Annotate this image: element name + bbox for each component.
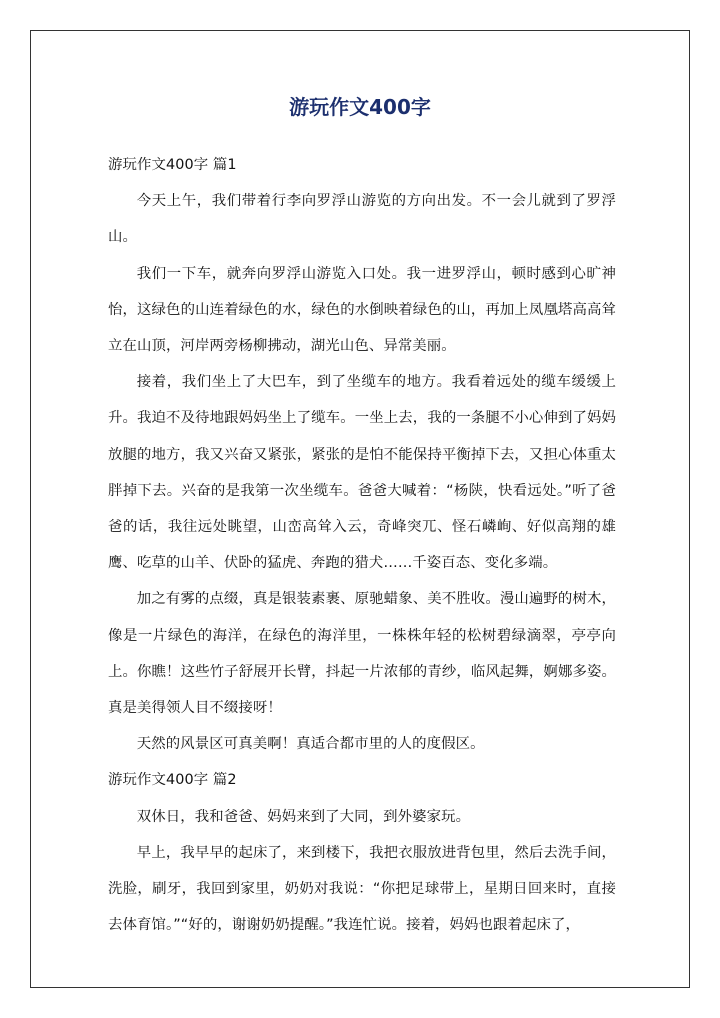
section-heading-2: 游玩作文400字 篇2 [108, 772, 237, 789]
paragraph: 今天上午，我们带着行李向罗浮山游览的方向出发。不一会儿就到了罗浮山。 [108, 193, 616, 246]
paragraph: 天然的风景区可真美啊！真适合都市里的人的度假区。 [136, 736, 485, 753]
paragraph: 接着，我们坐上了大巴车，到了坐缆车的地方。我看着远处的缆车缓缓上升。我迫不及待地跟妈妈坐上了缆车。一坐上去，我的一条腿不小心伸到了妈妈放腿的地方，我又兴奋又紧张，紧张的是怕不能保持平衡掉下去，又担心体重太胖掉下去。兴奋的是我第一次坐缆车。爸爸大喊着：“杨陕，快看远处。”听了爸爸的话，我往远处眺望，山峦高耸入云，奇峰突兀、怪石嶙峋、好似高翔的雄鹰、吃草的山羊、伏卧的猛虎、奔跑的猎犬……千姿百态、变化多端。 [108, 374, 616, 572]
paragraph: 加之有雾的点缀，真是银装素裹、原驰蜡象、美不胜收。漫山遍野的树木，像是一片绿色的海洋，在绿色的海洋里，一株株年轻的松树碧绿滴翠，亭亭向上。你瞧！这些竹子舒展开长臂，抖起一片浓郁的青纱，临风起舞，婀娜多姿。真是美得领人目不缀接呀！ [108, 591, 616, 717]
document-title: 游玩作文400字 [289, 95, 431, 119]
section-heading-1: 游玩作文400字 篇1 [108, 157, 237, 173]
paragraph: 早上，我早早的起床了，来到楼下，我把衣服放进背包里，然后去洗手间，洗脸，刷牙，我回到家里，奶奶对我说：“你把足球带上，星期日回来时，直接去体育馆。”“好的，谢谢奶奶提醒。”我连忙说。接着，妈妈也跟着起床了， [108, 844, 616, 934]
paragraph: 双休日，我和爸爸、妈妈来到了大同，到外婆家玩。 [136, 808, 471, 825]
document-body [108, 147, 616, 943]
paragraph: 我们一下车，就奔向罗浮山游览入口处。我一进罗浮山，顿时感到心旷神怡，这绿色的山连着绿色的水，绿色的水倒映着绿色的山，再加上凤凰塔高高耸立在山顶，河岸两旁杨柳拂动，湖光山色、异常美丽。 [108, 265, 616, 355]
